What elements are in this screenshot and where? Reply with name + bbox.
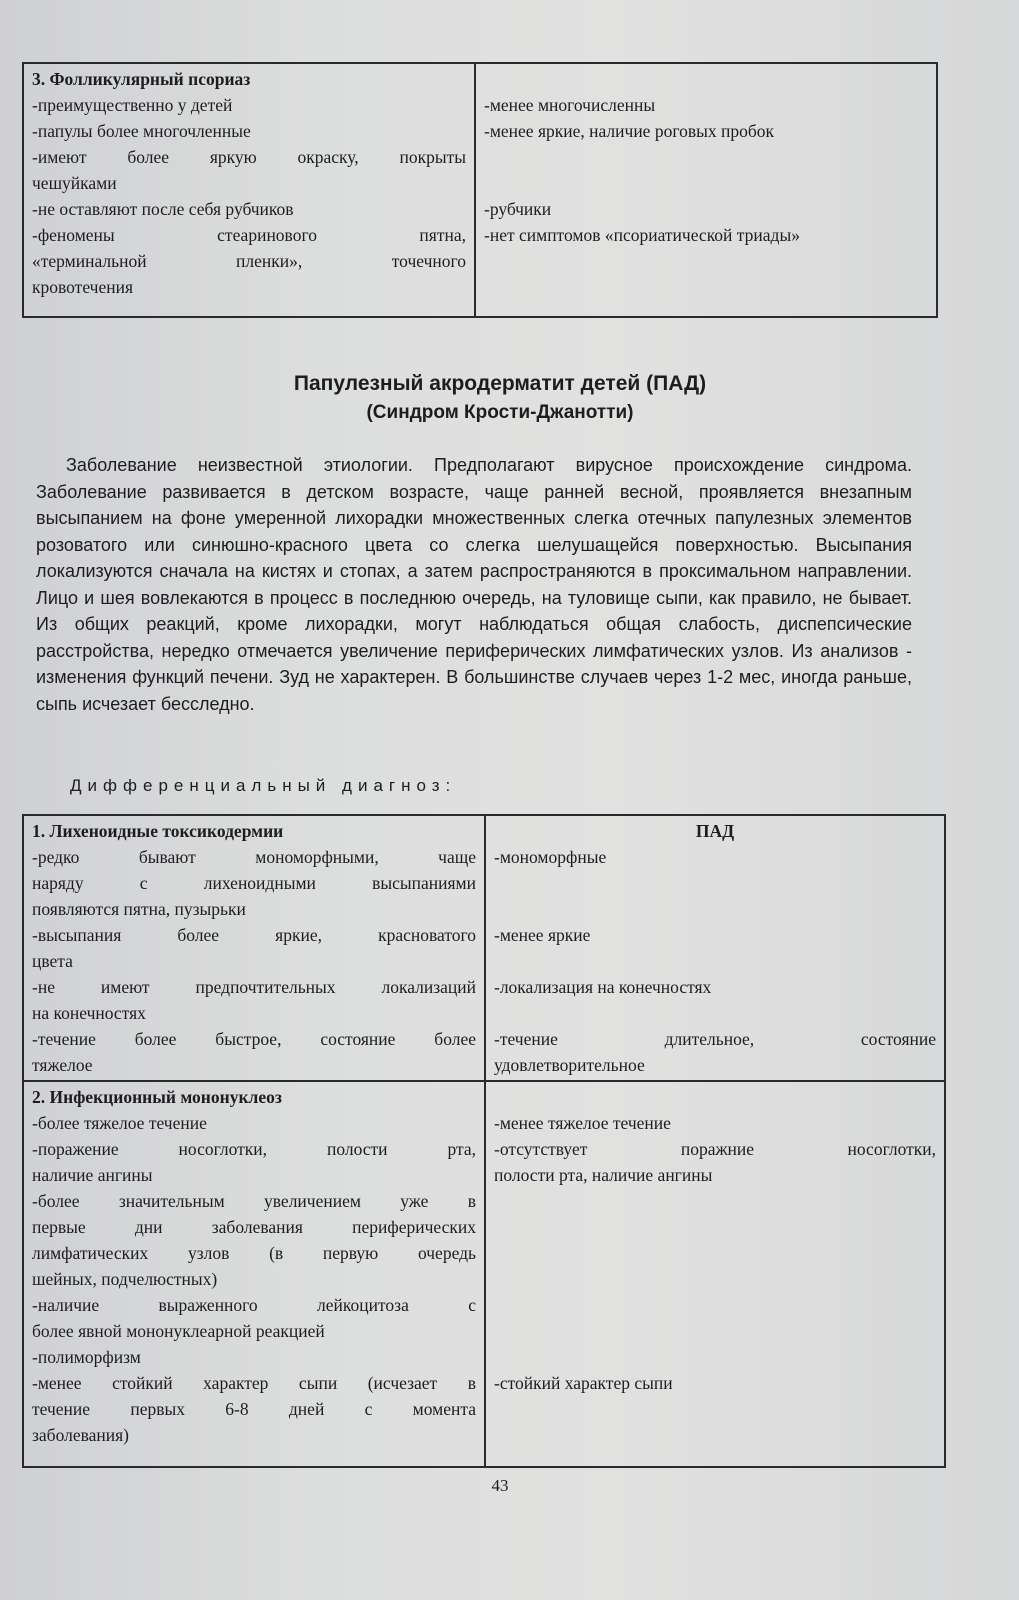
- text-line: шейных, подчелюстных): [32, 1269, 218, 1289]
- text-line: -более значительным увеличением уже в: [32, 1191, 476, 1211]
- text-line: более явной мононуклеарной реакцией: [32, 1321, 325, 1341]
- text-line: -папулы более многочленные: [32, 121, 251, 141]
- table-cell-right: [475, 63, 937, 317]
- text-line: -не имеют предпочтительных локализаций: [32, 977, 476, 997]
- text-line: -течение длительное, состояние: [494, 1029, 936, 1049]
- text-line: -менее тяжелое течение: [494, 1113, 671, 1133]
- differential-diagnosis-label: Дифференциальный диагноз:: [70, 776, 457, 795]
- table-row: [23, 1081, 945, 1467]
- table-row: [23, 815, 945, 1081]
- text-line: -преимущественно у детей: [32, 95, 233, 115]
- text-line: кровотечения: [32, 277, 133, 297]
- section-subheading: (Синдром Крости-Джанотти): [366, 402, 634, 423]
- text-line: -нет симптомов «псориатической триады»: [484, 225, 800, 245]
- text-line: -не оставляют после себя рубчиков: [32, 199, 294, 219]
- table-cell-left: [23, 815, 485, 1081]
- text-line: -наличие выраженного лейкоцитоза с: [32, 1295, 476, 1315]
- section-heading: Папулезный акродерматит детей (ПАД): [293, 372, 707, 395]
- text-line: чешуйками: [32, 173, 117, 193]
- text-line: течение первых 6-8 дней с момента: [32, 1399, 476, 1419]
- section-title: 1. Лихеноидные токсикодермии: [32, 821, 284, 841]
- table-cell-left: [23, 1081, 485, 1467]
- text-line: лимфатических узлов (в первую очередь: [32, 1243, 476, 1263]
- text-line: полости рта, наличие ангины: [494, 1165, 713, 1185]
- text-line: на конечностях: [32, 1003, 146, 1023]
- text-line: -течение более быстрое, состояние более: [32, 1029, 476, 1049]
- paragraph-text: Заболевание неизвестной этиологии. Предполагают вирусное происхождение синдрома. Заболевание развивается в детском возрасте, чаще ранней весной, проявляется внезапным высыпанием на фоне умеренной лихорадки множественных слегка отечных папулезных элементов розоватого или синюшно-красного цвета со слегка шелушащейся поверхностью. Высыпания локализуются сначала на кистях и стопах, а затем распространяются в проксимальном направлении. Лицо и шея вовлекаются в процесс в последнюю очередь, на туловище сыпи, как правило, не бывает. Из общих реакций, кроме лихорадки, могут наблюдаться общая слабость, диспепсические расстройства, нередко отмечается увеличение периферических лимфатических узлов. Из анализов - изменения функций печени. Зуд не характерен. В большинстве случаев через 1-2 мес, иногда раньше, сыпь исчезает бесследно.: [36, 455, 912, 714]
- text-line: появляются пятна, пузырьки: [32, 899, 246, 919]
- text-line: цвета: [32, 951, 73, 971]
- section-title: 3. Фолликулярный псориаз: [32, 69, 251, 89]
- text-line: -редко бывают мономорфными, чаще: [32, 847, 476, 867]
- body-paragraph: [36, 452, 912, 717]
- text-line: -рубчики: [484, 199, 552, 219]
- table-cell-left: [23, 63, 475, 317]
- page-number: 43: [491, 1476, 509, 1495]
- text-line: наряду с лихеноидными высыпаниями: [32, 873, 476, 893]
- text-line: -более тяжелое течение: [32, 1113, 207, 1133]
- text-line: удовлетворительное: [494, 1055, 645, 1075]
- text-line: наличие ангины: [32, 1165, 153, 1185]
- text-line: -стойкий характер сыпи: [494, 1373, 673, 1393]
- text-line: тяжелое: [32, 1055, 93, 1075]
- comparison-table-psoriasis: [22, 62, 938, 318]
- text-line: заболевания): [32, 1425, 130, 1445]
- text-line: -имеют более яркую окраску, покрыты: [32, 147, 466, 167]
- text-line: -поражение носоглотки, полости рта,: [32, 1139, 476, 1159]
- table-row: [23, 63, 937, 317]
- table-cell-right: [485, 815, 945, 1081]
- text-line: -мономорфные: [494, 847, 607, 867]
- text-line: -полиморфизм: [32, 1347, 141, 1367]
- text-line: -отсутствует поражние носоглотки,: [494, 1139, 936, 1159]
- text-line: -феномены стеаринового пятна,: [32, 225, 466, 245]
- text-line: -менее стойкий характер сыпи (исчезает в: [32, 1373, 476, 1393]
- table-cell-right: [485, 1081, 945, 1467]
- text-line: -менее яркие, наличие роговых пробок: [484, 121, 774, 141]
- column-title: ПАД: [695, 821, 735, 841]
- text-line: -высыпания более яркие, красноватого: [32, 925, 476, 945]
- comparison-table-pad: [22, 814, 946, 1468]
- text-line: первые дни заболевания периферических: [32, 1217, 476, 1237]
- text-line: -менее яркие: [494, 925, 591, 945]
- text-line: «терминальной пленки», точечного: [32, 251, 466, 271]
- text-line: -локализация на конечностях: [494, 977, 712, 997]
- text-line: -менее многочисленны: [484, 95, 656, 115]
- section-title: 2. Инфекционный мононуклеоз: [32, 1087, 282, 1107]
